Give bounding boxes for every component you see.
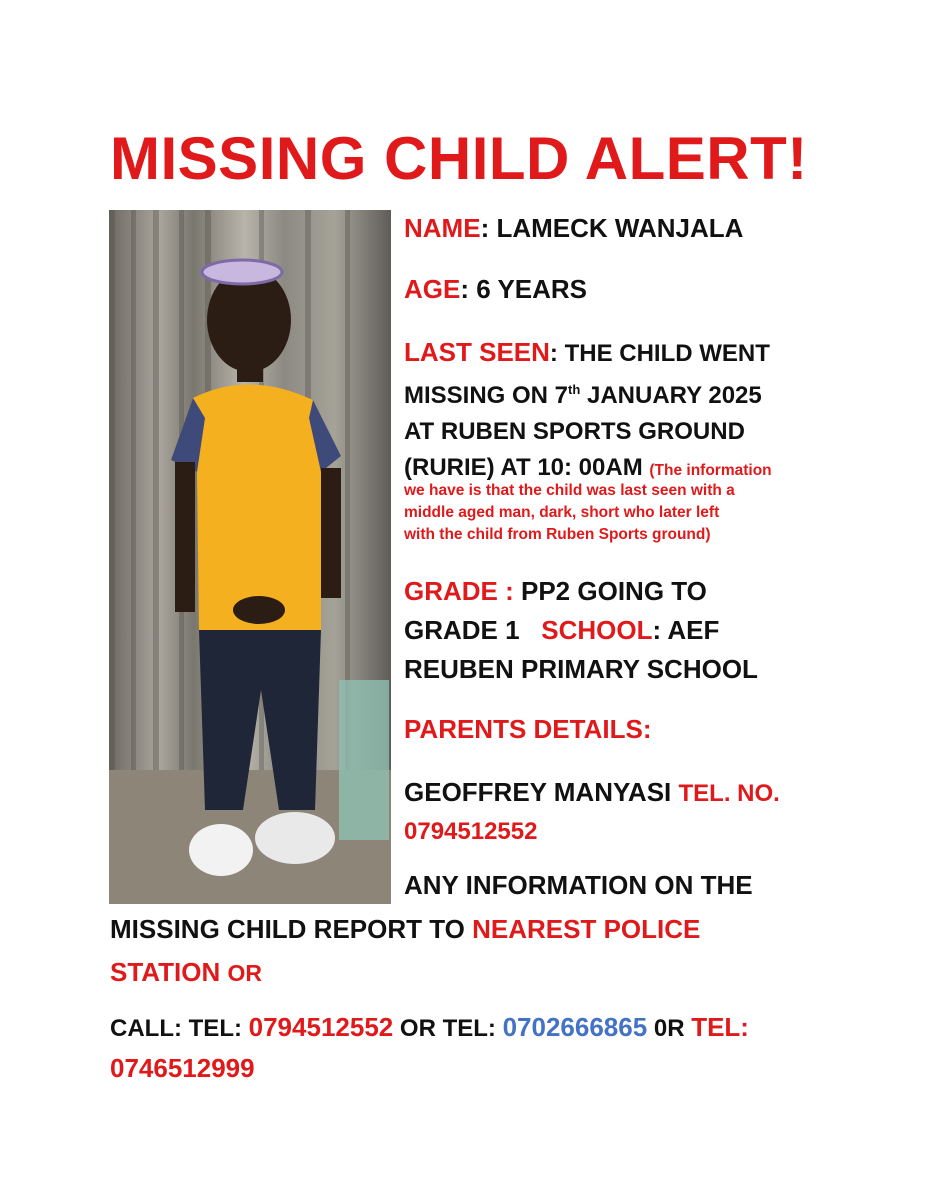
age-label: AGE [404, 274, 461, 304]
report-line3-b: OR [227, 960, 262, 986]
call-prefix: CALL: TEL: [110, 1015, 249, 1042]
note-line4: with the child from Ruben Sports ground) [404, 526, 711, 543]
report-line2-a: MISSING CHILD REPORT TO [110, 914, 473, 944]
parent-name: GEOFFREY MANYASI [404, 777, 679, 807]
last-seen-line2-b: JANUARY 2025 [580, 382, 762, 409]
call-tel3: 0746512999 [110, 1053, 255, 1083]
report-line1: ANY INFORMATION ON THE [404, 870, 753, 900]
call-or1: OR TEL: [393, 1015, 503, 1042]
note-line3: middle aged man, dark, short who later left [404, 504, 720, 521]
school-value: : AEF [652, 615, 720, 645]
age-field [404, 274, 587, 305]
grade-school-field [404, 572, 758, 689]
call-or2: 0R [647, 1015, 692, 1042]
call-line [110, 1012, 749, 1043]
last-seen-line1: : THE CHILD WENT [549, 340, 770, 367]
report-line3-a: STATION [110, 957, 228, 987]
note-line1: (The information [649, 462, 772, 479]
report-line3 [110, 957, 262, 988]
last-seen-field [404, 334, 772, 489]
parent-tel-label: TEL. NO. [678, 780, 780, 807]
last-seen-sup: th [568, 382, 581, 397]
report-line2 [110, 914, 700, 945]
last-seen-line2-a: MISSING ON 7 [404, 382, 569, 409]
last-seen-line3: AT RUBEN SPORTS GROUND [404, 418, 745, 445]
parent-tel: 0794512552 [404, 818, 538, 845]
child-photo [109, 210, 391, 904]
report-line2-b: NEAREST POLICE [472, 914, 701, 944]
grade-line2: GRADE 1 [404, 615, 542, 645]
name-value: : LAMECK WANJALA [480, 213, 744, 243]
last-seen-label: LAST SEEN [404, 337, 550, 367]
parents-details-heading: PARENTS DETAILS: [404, 714, 652, 744]
note-line2: we have is that the child was last seen with a [404, 482, 735, 499]
call-tel2: 0702666865 [502, 1012, 648, 1042]
call-tel-label: TEL: [691, 1012, 749, 1042]
grade-label: GRADE : [404, 576, 521, 606]
grade-line1: PP2 GOING TO [521, 576, 707, 606]
last-seen-note [404, 480, 735, 546]
last-seen-line4: (RURIE) AT 10: 00AM [404, 454, 650, 481]
child-photo-illustration [109, 210, 391, 904]
call-tel1: 0794512552 [248, 1012, 394, 1042]
parent-contact [404, 773, 780, 851]
school-line3: REUBEN PRIMARY SCHOOL [404, 654, 758, 684]
poster-title: MISSING CHILD ALERT! [110, 125, 808, 192]
name-label: NAME [404, 213, 481, 243]
age-value: : 6 YEARS [460, 274, 588, 304]
school-label: SCHOOL [541, 615, 653, 645]
name-field [404, 213, 743, 244]
